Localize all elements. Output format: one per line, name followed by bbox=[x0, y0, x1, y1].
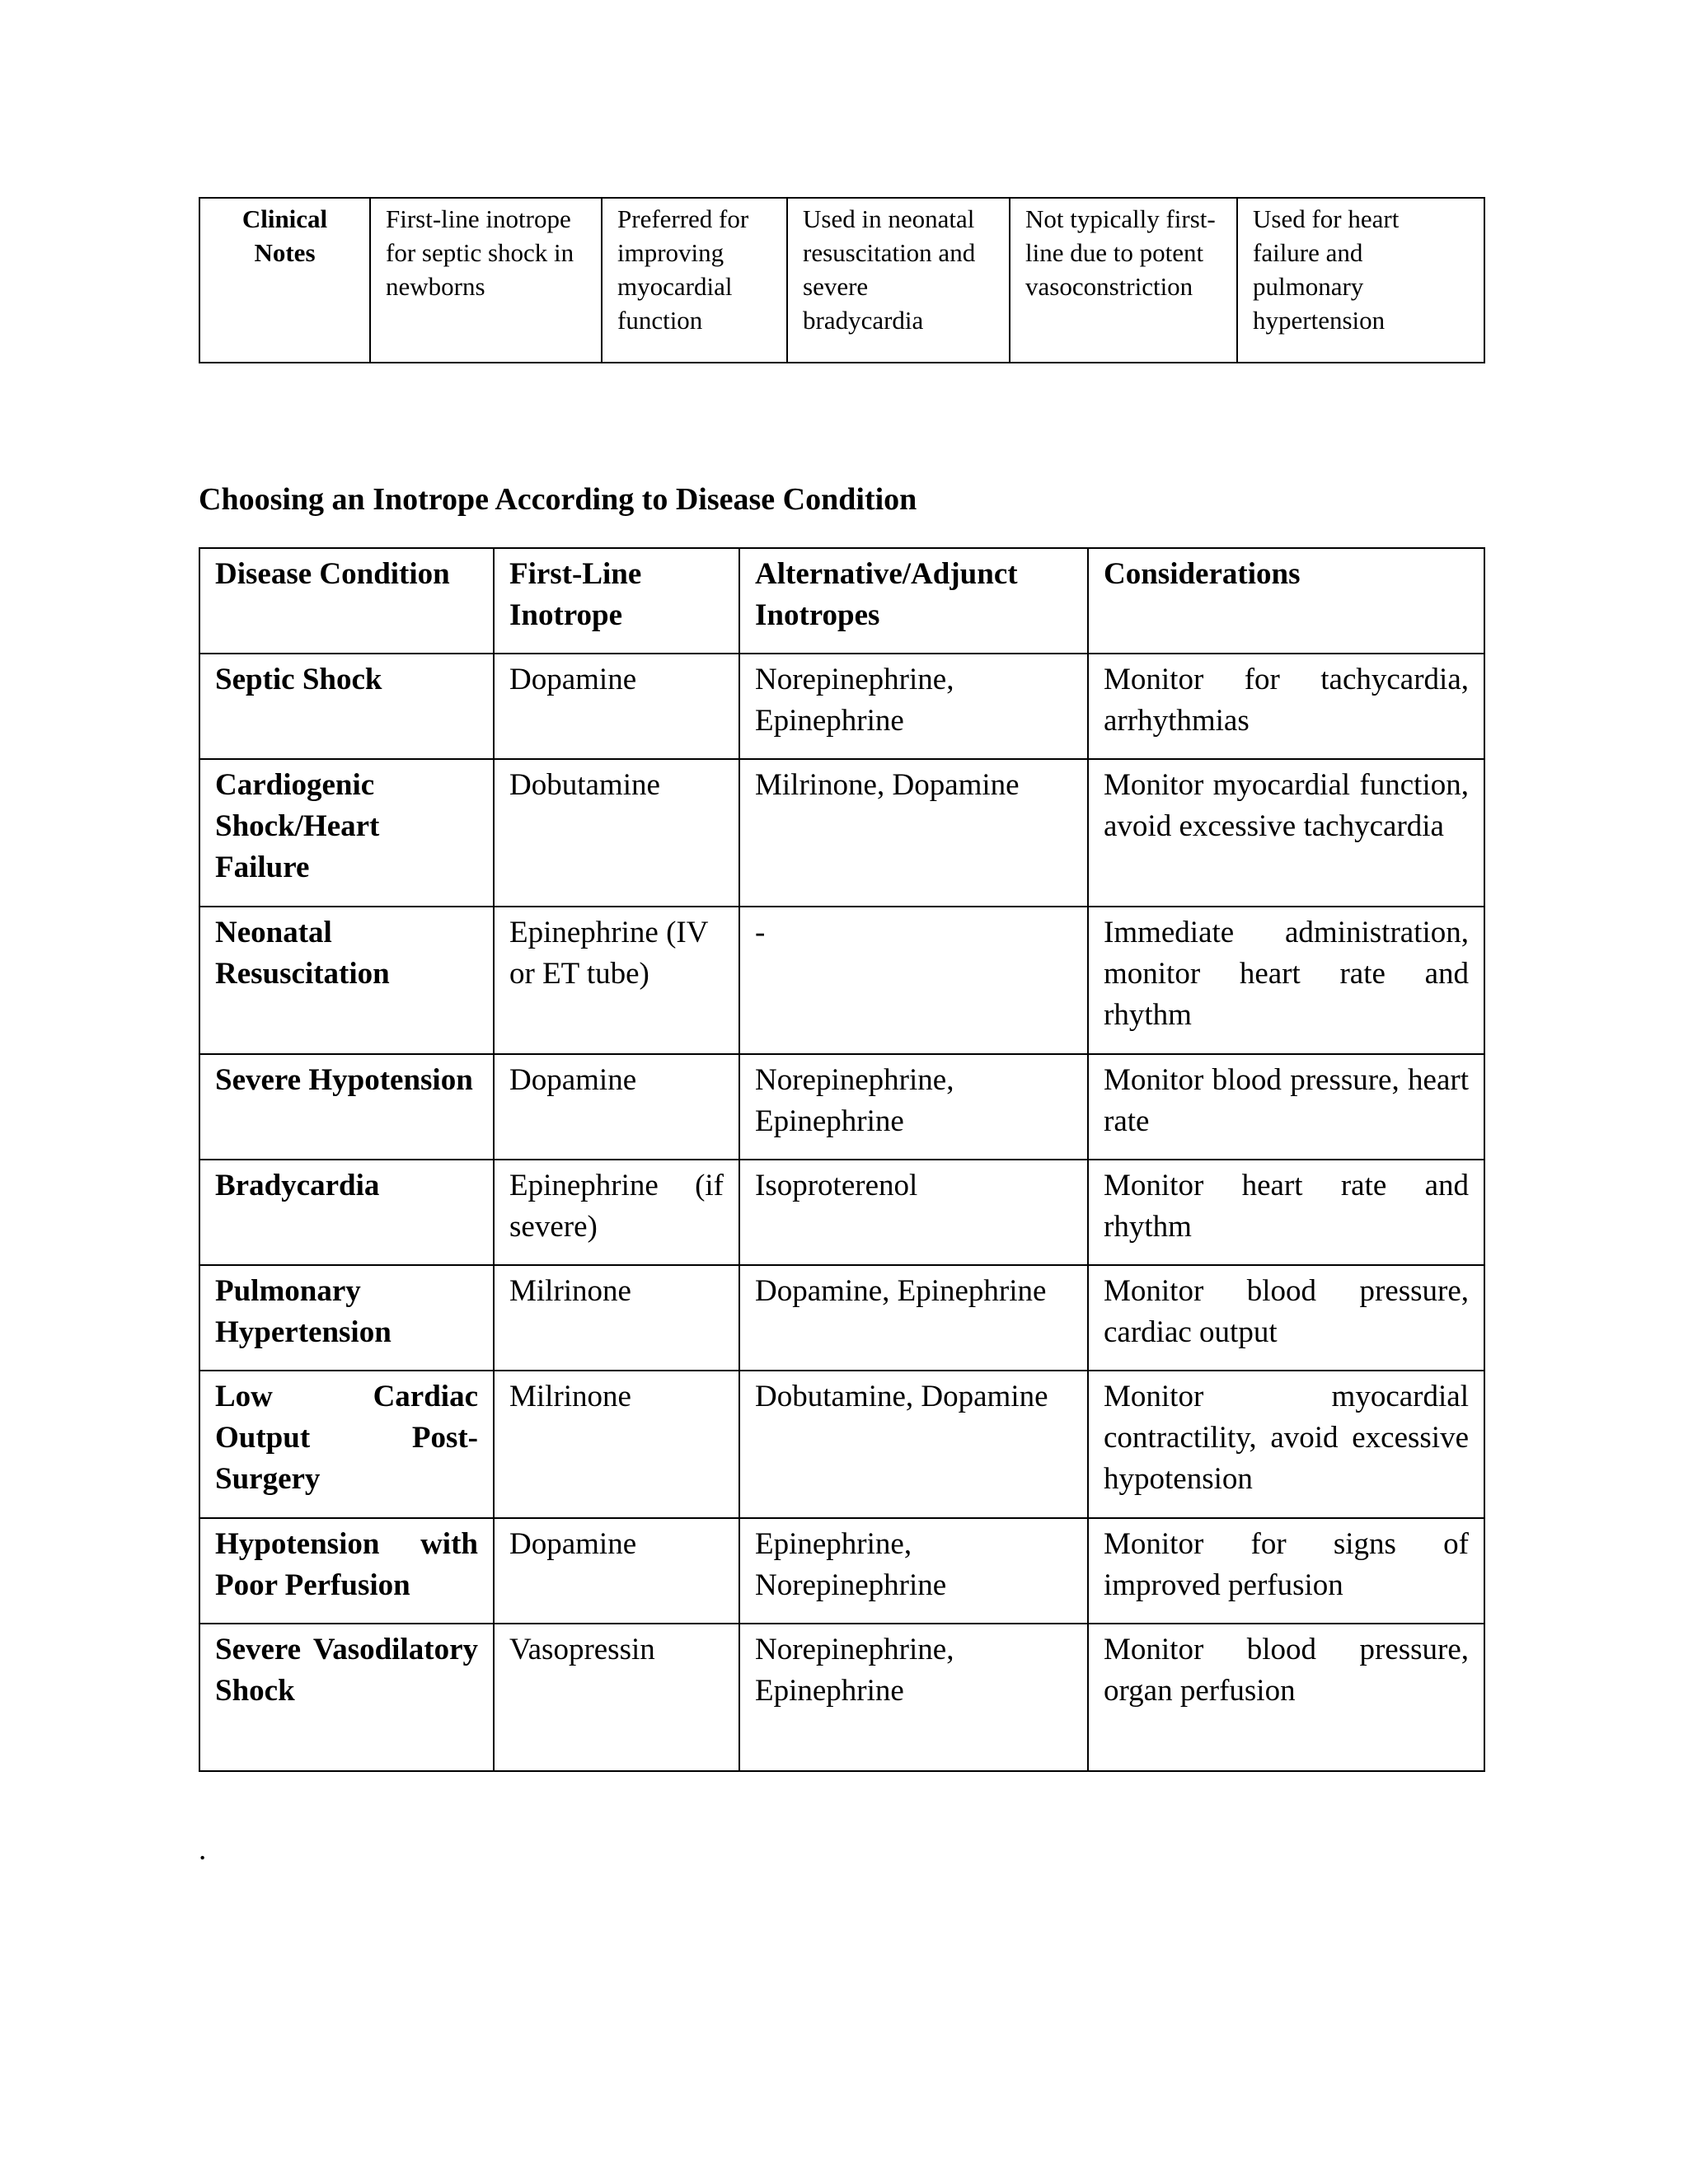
considerations-cell: Monitor heart rate and rhythm bbox=[1088, 1160, 1484, 1265]
alternative-cell: Epinephrine, Norepinephrine bbox=[739, 1518, 1088, 1624]
table-row bbox=[199, 907, 1484, 1054]
first-line-cell: Dopamine bbox=[494, 1054, 739, 1160]
disease-condition-cell: Severe Hypotension bbox=[199, 1054, 494, 1160]
table-row bbox=[199, 1160, 1484, 1265]
first-line-cell: Dobutamine bbox=[494, 759, 739, 907]
table-cell: Used for heart failure and pulmonary hypertension bbox=[1237, 198, 1484, 363]
considerations-cell: Monitor blood pressure, organ perfusion bbox=[1088, 1624, 1484, 1771]
alternative-cell: - bbox=[739, 907, 1088, 1054]
considerations-cell: Monitor myocardial contractility, avoid excessive hypotension bbox=[1088, 1371, 1484, 1518]
table-row bbox=[199, 759, 1484, 907]
table-cell: First-line inotrope for septic shock in newborns bbox=[370, 198, 602, 363]
first-line-cell: Dopamine bbox=[494, 1518, 739, 1624]
column-header: Considerations bbox=[1088, 548, 1484, 654]
disease-condition-table bbox=[199, 547, 1485, 1772]
first-line-cell: Vasopressin bbox=[494, 1624, 739, 1771]
column-header: First-Line Inotrope bbox=[494, 548, 739, 654]
first-line-cell: Epinephrine (if severe) bbox=[494, 1160, 739, 1265]
table-cell: Not typically first-line due to potent vasoconstriction bbox=[1010, 198, 1237, 363]
table-row bbox=[199, 654, 1484, 759]
first-line-cell: Epinephrine (IV or ET tube) bbox=[494, 907, 739, 1054]
first-line-cell: Milrinone bbox=[494, 1265, 739, 1371]
considerations-cell: Monitor blood pressure, cardiac output bbox=[1088, 1265, 1484, 1371]
section-heading: Choosing an Inotrope According to Disease Condition bbox=[199, 482, 917, 517]
alternative-cell: Isoproterenol bbox=[739, 1160, 1088, 1265]
clinical-notes-label: Clinical Notes bbox=[199, 198, 370, 363]
table-cell: Preferred for improving myocardial function bbox=[602, 198, 787, 363]
considerations-cell: Monitor for signs of improved perfusion bbox=[1088, 1518, 1484, 1624]
table-row bbox=[199, 1624, 1484, 1771]
alternative-cell: Norepinephrine, Epinephrine bbox=[739, 654, 1088, 759]
column-header: Disease Condition bbox=[199, 548, 494, 654]
table-row bbox=[199, 1518, 1484, 1624]
table-row bbox=[199, 1371, 1484, 1518]
alternative-cell: Dopamine, Epinephrine bbox=[739, 1265, 1088, 1371]
first-line-cell: Milrinone bbox=[494, 1371, 739, 1518]
disease-condition-cell: Cardiogenic Shock/Heart Failure bbox=[199, 759, 494, 907]
alternative-cell: Milrinone, Dopamine bbox=[739, 759, 1088, 907]
trailing-dot: . bbox=[199, 1833, 207, 1867]
disease-condition-cell: Severe Vasodilatory Shock bbox=[199, 1624, 494, 1771]
considerations-cell: Monitor for tachycardia, arrhythmias bbox=[1088, 654, 1484, 759]
alternative-cell: Dobutamine, Dopamine bbox=[739, 1371, 1088, 1518]
table-row bbox=[199, 1054, 1484, 1160]
table-row bbox=[199, 198, 1484, 363]
column-header: Alternative/Adjunct Inotropes bbox=[739, 548, 1088, 654]
disease-condition-cell: Neonatal Resuscitation bbox=[199, 907, 494, 1054]
disease-condition-cell: Low Cardiac Output Post-Surgery bbox=[199, 1371, 494, 1518]
disease-condition-cell: Hypotension with Poor Perfusion bbox=[199, 1518, 494, 1624]
disease-condition-cell: Septic Shock bbox=[199, 654, 494, 759]
clinical-notes-table bbox=[199, 197, 1485, 363]
table-header-row bbox=[199, 548, 1484, 654]
considerations-cell: Monitor blood pressure, heart rate bbox=[1088, 1054, 1484, 1160]
alternative-cell: Norepinephrine, Epinephrine bbox=[739, 1054, 1088, 1160]
alternative-cell: Norepinephrine, Epinephrine bbox=[739, 1624, 1088, 1771]
table-row bbox=[199, 1265, 1484, 1371]
disease-condition-cell: Pulmonary Hypertension bbox=[199, 1265, 494, 1371]
considerations-cell: Monitor myocardial function, avoid excessive tachycardia bbox=[1088, 759, 1484, 907]
considerations-cell: Immediate administration, monitor heart rate and rhythm bbox=[1088, 907, 1484, 1054]
first-line-cell: Dopamine bbox=[494, 654, 739, 759]
disease-condition-cell: Bradycardia bbox=[199, 1160, 494, 1265]
table-cell: Used in neonatal resuscitation and severe bradycardia bbox=[787, 198, 1010, 363]
